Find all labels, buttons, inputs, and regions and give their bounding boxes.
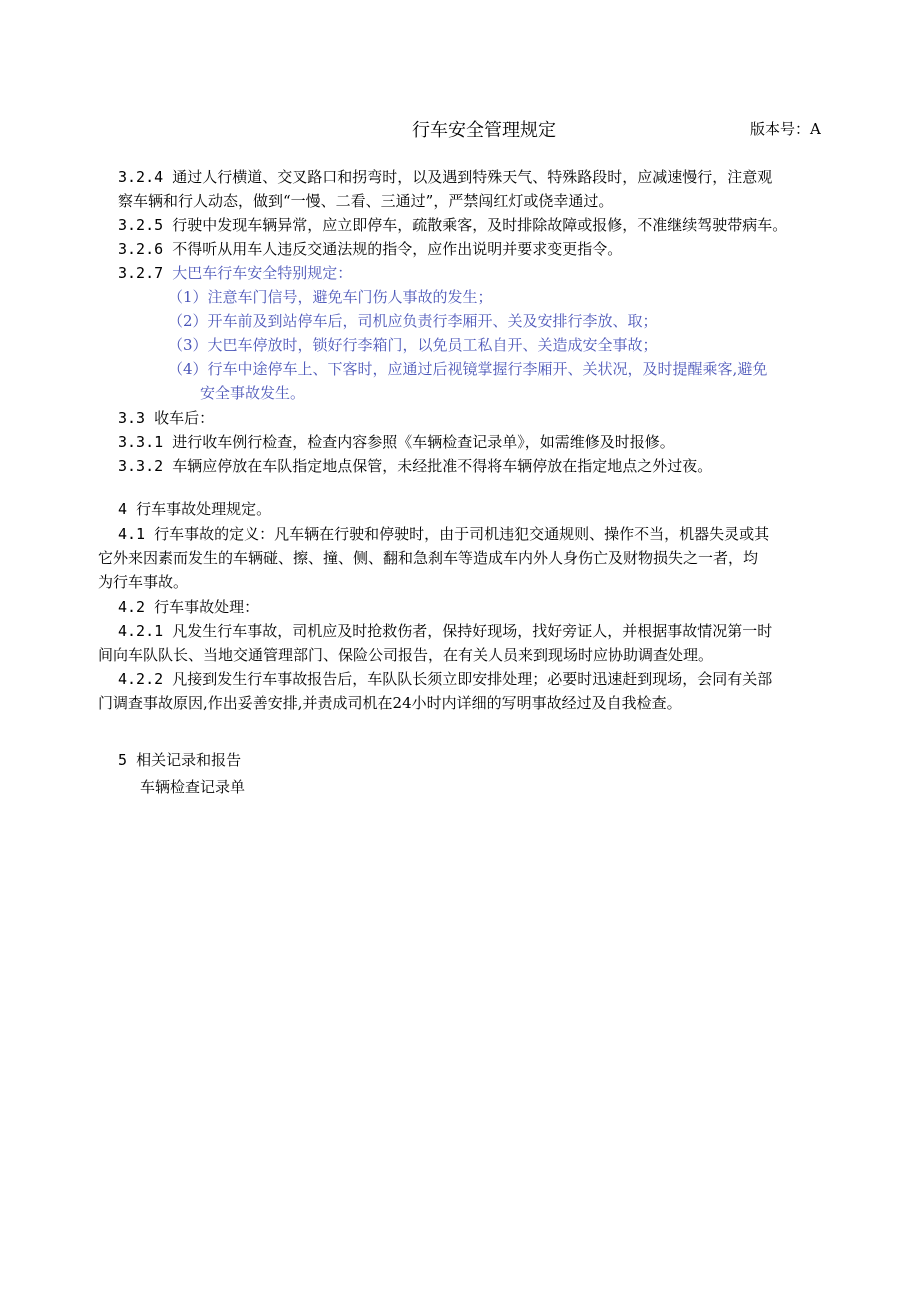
paragraph-line: [98, 645, 713, 665]
paragraph-line: [98, 693, 682, 713]
paragraph-line: [118, 167, 772, 187]
line-text: 它外来因素而发生的车辆碰、擦、撞、侧、翻和急刹车等造成车内外人身伤亡及财物损失之一者，均: [98, 549, 759, 567]
line-text: 相关记录和报告: [136, 751, 242, 769]
line-text: （4）行车中途停车上、下客时，应通过后视镜掌握行李厢开、关状况，及时提醒乘客,避免: [168, 360, 768, 378]
line-text: 行车事故处理：: [154, 598, 260, 616]
section-number: 3.2.5: [118, 216, 173, 234]
version-label: 版本号：A: [750, 120, 821, 138]
paragraph-line: [118, 215, 787, 235]
section-number: 4.1: [118, 525, 155, 543]
line-text: （3）大巴车停放时，锁好行李箱门，以免员工私自开、关造成安全事故；: [168, 336, 658, 354]
section-number: 5: [118, 751, 137, 769]
line-text: 安全事故发生。: [200, 384, 306, 402]
section-number: 4.2: [118, 598, 155, 616]
paragraph-line: [118, 499, 271, 519]
paragraph-line: [118, 669, 772, 689]
line-text: 凡接到发生行车事故报告后，车队队长须立即安排处理；必要时迅速赶到现场，会同有关部: [172, 670, 773, 688]
page-title: 行车安全管理规定: [412, 120, 556, 141]
paragraph-line: [168, 359, 767, 379]
paragraph-line: [200, 383, 305, 403]
paragraph-line: [98, 548, 758, 568]
line-text: （1）注意车门信号，避免车门伤人事故的发生；: [168, 288, 493, 306]
section-number: 3.3.2: [118, 457, 173, 475]
section-number: 3.2.6: [118, 240, 173, 258]
line-text: 门调查事故原因,作出妥善安排,并责成司机在24小时内详细的写明事故经过及自我检查。: [98, 694, 682, 712]
paragraph-line: [168, 311, 658, 331]
line-text: 大巴车行车安全特别规定：: [172, 264, 353, 282]
paragraph-line: [140, 777, 245, 797]
line-text: 收车后：: [154, 409, 215, 427]
line-text: 行驶中发现车辆异常，应立即停车，疏散乘客，及时排除故障或报修，不准继续驾驶带病车。: [172, 216, 788, 234]
line-text: 为行车事故。: [98, 573, 189, 591]
section-number: 4: [118, 500, 137, 518]
paragraph-line: [118, 750, 241, 770]
line-text: 凡发生行车事故，司机应及时抢救伤者，保持好现场，找好旁证人，并根据事故情况第一时: [172, 622, 773, 640]
paragraph-line: [118, 597, 259, 617]
paragraph-line: [118, 191, 613, 211]
line-text: 进行收车例行检查，检查内容参照《车辆检查记录单》，如需维修及时报修。: [172, 433, 675, 451]
line-text: 车辆检查记录单: [140, 778, 246, 796]
line-text: 行车事故处理规定。: [136, 500, 272, 518]
paragraph-line: [118, 456, 712, 476]
paragraph-line: [118, 408, 214, 428]
section-number: 4.2.2: [118, 670, 173, 688]
line-text: 行车事故的定义：凡车辆在行驶和停驶时，由于司机违犯交通规则、操作不当，机器失灵或其: [154, 525, 770, 543]
paragraph-line: [98, 572, 188, 592]
paragraph-line: [118, 524, 769, 544]
paragraph-line: [168, 287, 493, 307]
section-number: 3.2.4: [118, 168, 173, 186]
section-number: 4.2.1: [118, 622, 173, 640]
paragraph-line: [118, 621, 772, 641]
paragraph-line: [168, 335, 658, 355]
line-text: 通过人行横道、交叉路口和拐弯时，以及遇到特殊天气、特殊路段时，应减速慢行，注意观: [172, 168, 773, 186]
paragraph-line: [118, 432, 675, 452]
line-text: 不得听从用车人违反交通法规的指令，应作出说明并要求变更指令。: [172, 240, 623, 258]
paragraph-line: [118, 239, 622, 259]
line-text: 察车辆和行人动态，做到“一慢、二看、三通过”，严禁闯红灯或侥幸通过。: [118, 192, 614, 210]
line-text: （2）开车前及到站停车后，司机应负责行李厢开、关及安排行李放、取；: [168, 312, 658, 330]
section-number: 3.2.7: [118, 264, 173, 282]
line-text: 间向车队队长、当地交通管理部门、保险公司报告，在有关人员来到现场时应协助调查处理。: [98, 646, 714, 664]
line-text: 车辆应停放在车队指定地点保管，未经批准不得将车辆停放在指定地点之外过夜。: [172, 457, 713, 475]
section-number: 3.3: [118, 409, 155, 427]
paragraph-line: [118, 263, 352, 283]
section-number: 3.3.1: [118, 433, 173, 451]
